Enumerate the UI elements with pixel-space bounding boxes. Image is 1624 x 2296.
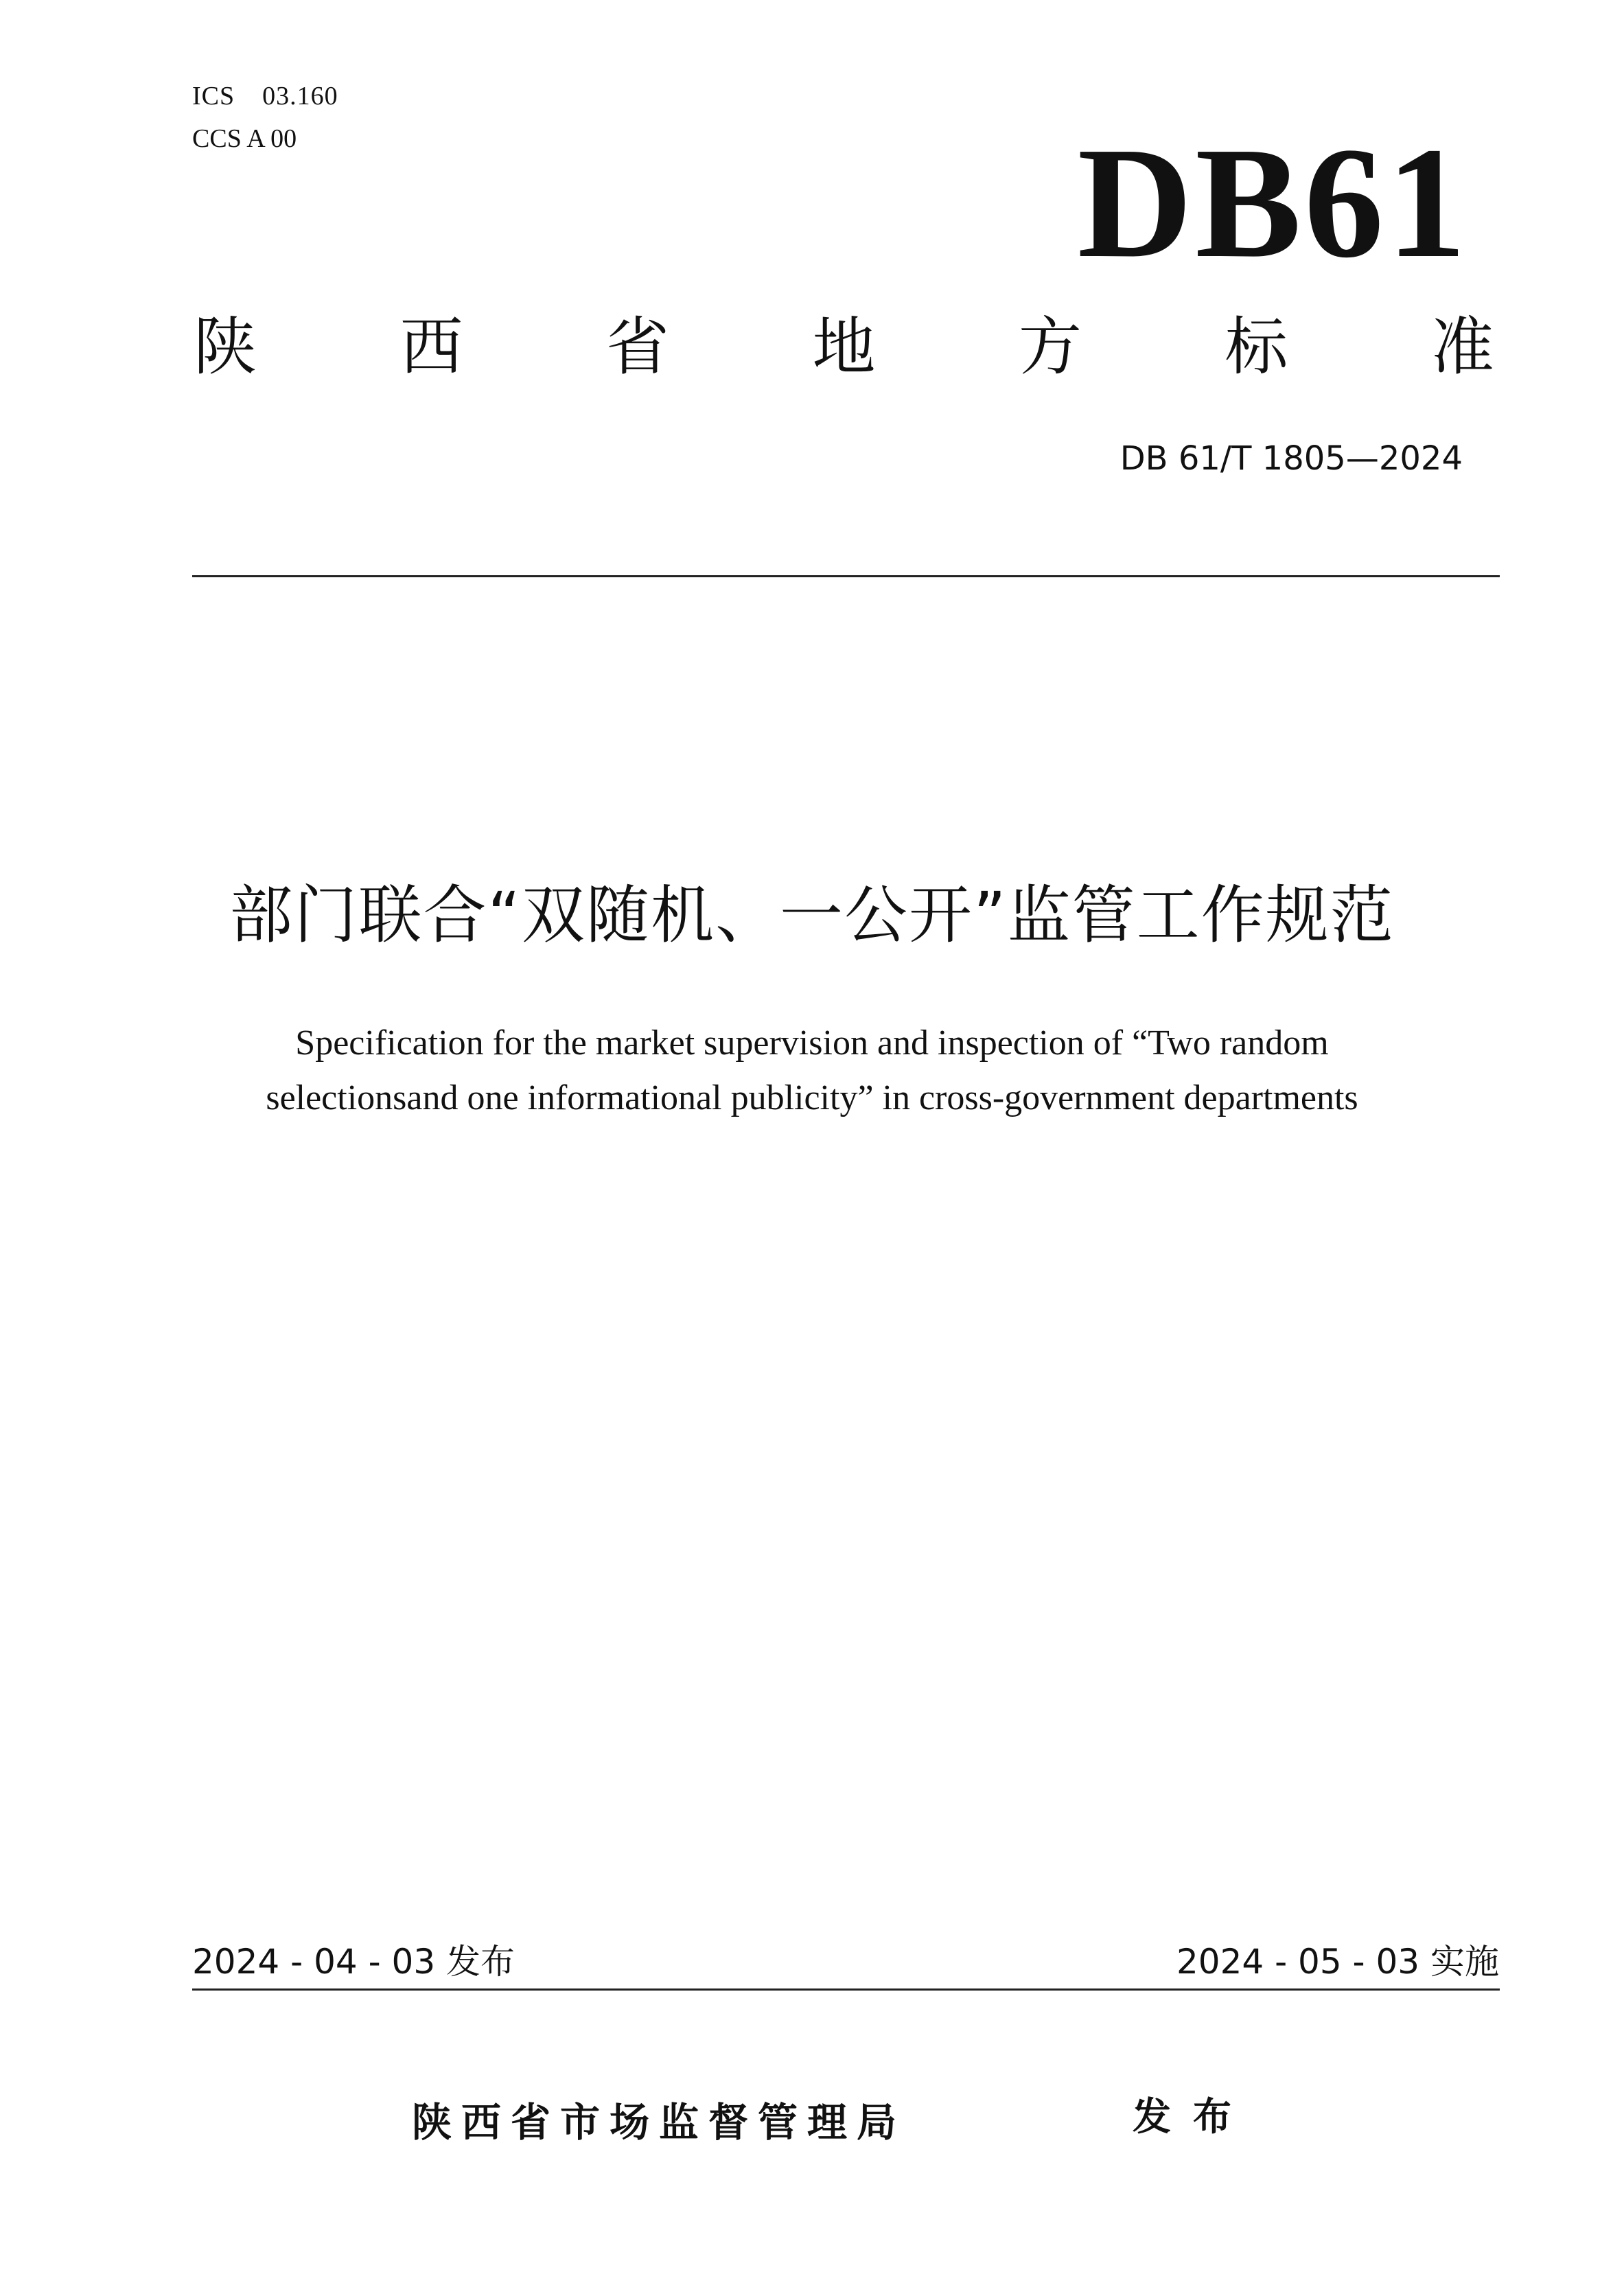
standard-type-char: 西 <box>399 310 463 384</box>
issue-date: 2024 - 04 - 03 发布 <box>192 1942 515 1982</box>
footer-divider <box>192 1988 1500 1991</box>
standard-type-char: 地 <box>812 310 876 384</box>
standard-type-char: 方 <box>1018 310 1082 384</box>
document-title-en-line: selectionsand one informational publicity” in cross-government departments <box>266 1078 1358 1117</box>
ccs-code: CCS A 00 <box>192 124 297 153</box>
standard-type-char: 陕 <box>194 310 257 384</box>
document-title-cn: 部门联合“双随机、一公开”监管工作规范 <box>229 879 1395 952</box>
standard-type-char: 准 <box>1430 310 1494 384</box>
ics-code <box>192 81 338 111</box>
ics-number: 03.160 <box>262 82 338 111</box>
standard-code-logo: DB61 <box>1077 115 1469 291</box>
ics-label: ICS <box>192 82 235 111</box>
document-title-en-line: Specification for the market supervision and inspection of “Two random <box>295 1023 1329 1063</box>
standard-type-heading <box>194 310 1494 384</box>
standard-type-char: 标 <box>1225 310 1288 384</box>
implementation-date: 2024 - 05 - 03 实施 <box>1176 1942 1499 1982</box>
publish-label: 发布 <box>1133 2095 1253 2140</box>
standard-number: DB 61/T 1805—2024 <box>1120 439 1463 478</box>
publisher-name: 陕西省市场监督管理局 <box>412 2099 907 2146</box>
document-title-en <box>0 1016 1624 1126</box>
standard-type-char: 省 <box>605 310 669 384</box>
header-divider <box>192 575 1500 577</box>
